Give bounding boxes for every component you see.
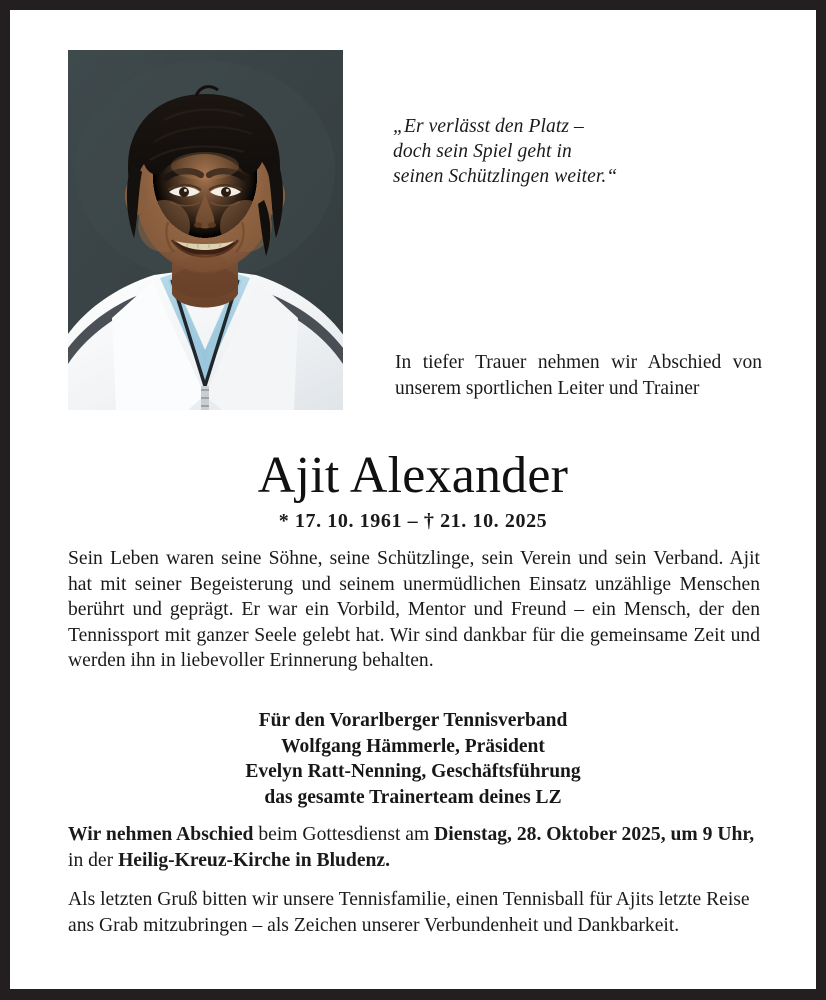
service-text-1: beim Gottesdienst am [253,824,435,845]
quote-line-1: „Er verlässt den Platz – [393,116,584,137]
portrait-photo [68,50,343,410]
signature-managing-director: Evelyn Ratt-Nenning, Geschäftsführung [245,761,581,782]
signature-coaching-team: das gesamte Trainerteam deines LZ [264,786,562,808]
quote-line-3: seinen Schützlingen weiter.“ [393,166,618,187]
funeral-service-info [68,822,768,874]
signature-president: Wolfgang Hämmerle, Präsident [281,735,545,757]
service-location-bold: Heilig-Kreuz-Kirche in Bludenz. [118,850,391,871]
memorial-quote [393,114,693,189]
service-lead-bold: Wir nehmen Abschied [68,824,254,845]
life-dates: * 17. 10. 1961 – † 21. 10. 2025 [278,510,548,532]
obituary-card [10,10,816,989]
deceased-name: Ajit Alexander [257,447,569,504]
service-datetime-bold: Dienstag, 28. Oktober 2025, um 9 Uhr, [434,824,755,845]
closing-request-paragraph: Als letzten Gruß bitten wir unsere Tennisfamilie, einen Tennisball für Ajits letzte Reise ans Grab mitzubringen – als Zeichen unserer Verbundenheit und Dankbarkeit. [68,889,750,936]
mourning-intro-text: In tiefer Trauer nehmen wir Abschied von unserem sportlichen Leiter und Trainer [395,352,762,399]
quote-line-2: doch sein Spiel geht in [393,141,572,162]
portrait-illustration [68,50,343,410]
signature-block [10,708,816,810]
service-text-2: in der [68,850,119,871]
signature-organization: Für den Vorarlberger Tennisverband [258,710,568,731]
tribute-paragraph: Sein Leben waren seine Söhne, seine Schützlinge, sein Verein und sein Verband. Ajit hat mit seiner Begeisterung und seinem unermüdlichen Einsatz unzählige Menschen berührt und geprägt. Er war ein Vorbild, Mentor und Freund – ein Mensch, der den Tennissport mit ganzer Seele gelebt hat. Wir sind dankbar für die gemeinsame Zeit und werden ihn in liebevoller Erinnerung behalten. [68,548,760,672]
